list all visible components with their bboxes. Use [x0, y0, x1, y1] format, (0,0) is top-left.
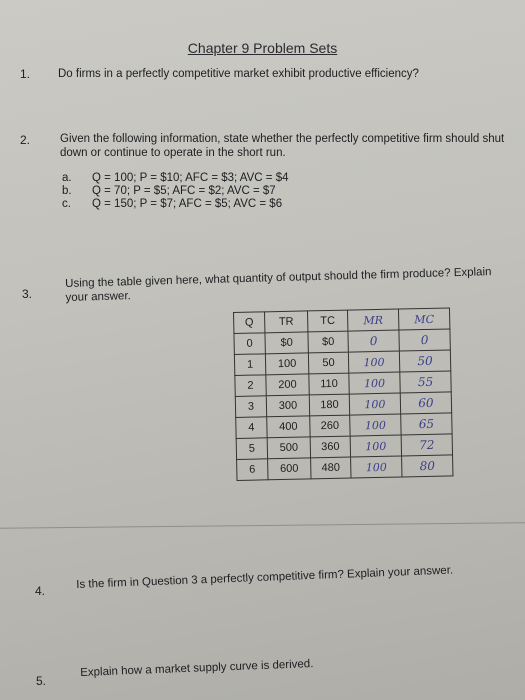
q2-item-a-letter: a.: [62, 172, 72, 184]
cell-tr: 600: [268, 458, 311, 480]
cell-mr: 0: [348, 330, 399, 352]
q2-item-c-letter: c.: [62, 198, 71, 210]
cell-mr: 100: [350, 414, 401, 436]
cell-tc: 50: [308, 352, 348, 374]
cell-q: 3: [235, 396, 266, 418]
cell-mc: 65: [401, 413, 452, 435]
cell-mr: 100: [351, 456, 402, 478]
cell-q: 4: [236, 417, 267, 439]
cell-tr: 100: [265, 353, 308, 375]
cell-mr: 100: [348, 351, 399, 373]
cell-tr: 500: [267, 437, 310, 459]
q2-item-b-text: Q = 70; P = $5; AFC = $2; AVC = $7: [92, 185, 276, 197]
q2-item-a: [62, 172, 288, 185]
cell-tc: 260: [310, 415, 350, 437]
cell-tr: $0: [265, 332, 308, 354]
cell-tr: 200: [266, 374, 309, 396]
cell-tr: 300: [266, 395, 309, 417]
cell-tc: 480: [311, 457, 351, 479]
cell-tc: 180: [309, 394, 349, 416]
cell-mc: 50: [399, 350, 450, 372]
cell-mr: 100: [349, 372, 400, 394]
question-1-text: Do firms in a perfectly competitive market exhibit productive efficiency?: [58, 68, 419, 80]
cell-tc: 110: [309, 373, 349, 395]
cell-q: 5: [236, 438, 267, 460]
q2-item-b-letter: b.: [62, 185, 72, 197]
cell-mc: 55: [400, 371, 451, 393]
header-mr-handwritten: MR: [347, 309, 398, 331]
question-5-number: 5.: [36, 674, 47, 688]
q2-item-c-text: Q = 150; P = $7; AFC = $5; AVC = $6: [92, 198, 283, 210]
cell-q: 0: [234, 333, 265, 355]
cell-mc: 60: [400, 392, 451, 414]
header-tc: TC: [307, 310, 347, 332]
cost-revenue-table: [233, 307, 453, 481]
q2-item-c: [62, 198, 282, 211]
cell-mc: 80: [402, 455, 453, 477]
question-4-text: Is the firm in Question 3 a perfectly competitive firm? Explain your answer.: [76, 564, 454, 591]
question-3-number: 3.: [22, 287, 33, 301]
cell-q: 6: [237, 459, 268, 481]
cell-mc: 72: [401, 434, 452, 456]
cell-mr: 100: [349, 393, 400, 415]
header-q: Q: [234, 312, 265, 334]
q2-item-b: [62, 185, 276, 198]
cell-q: 1: [234, 354, 265, 376]
cell-mr: 100: [350, 435, 401, 457]
page-title: Chapter 9 Problem Sets: [187, 40, 338, 56]
table-row: [237, 455, 453, 481]
question-5-text: Explain how a market supply curve is derived.: [80, 658, 314, 679]
question-2-text: Given the following information, state whether the perfectly competitive firm should shut down or continue to operate in the short run.: [60, 133, 505, 159]
question-3-text: Using the table given here, what quantity of output should the firm produce? Explain your answer.: [65, 266, 492, 304]
header-tr: TR: [265, 311, 308, 333]
header-mc-handwritten: MC: [398, 308, 449, 330]
cell-q: 2: [235, 375, 266, 397]
cell-tc: $0: [308, 331, 348, 353]
question-4-number: 4.: [35, 584, 46, 598]
cell-mc: 0: [399, 329, 450, 351]
question-1-number: 1.: [20, 67, 31, 81]
cell-tr: 400: [267, 416, 310, 438]
q2-item-a-text: Q = 100; P = $10; AFC = $3; AVC = $4: [92, 172, 289, 184]
cell-tc: 360: [310, 436, 350, 458]
page-fold-line: [0, 522, 525, 528]
question-2-number: 2.: [20, 133, 31, 147]
